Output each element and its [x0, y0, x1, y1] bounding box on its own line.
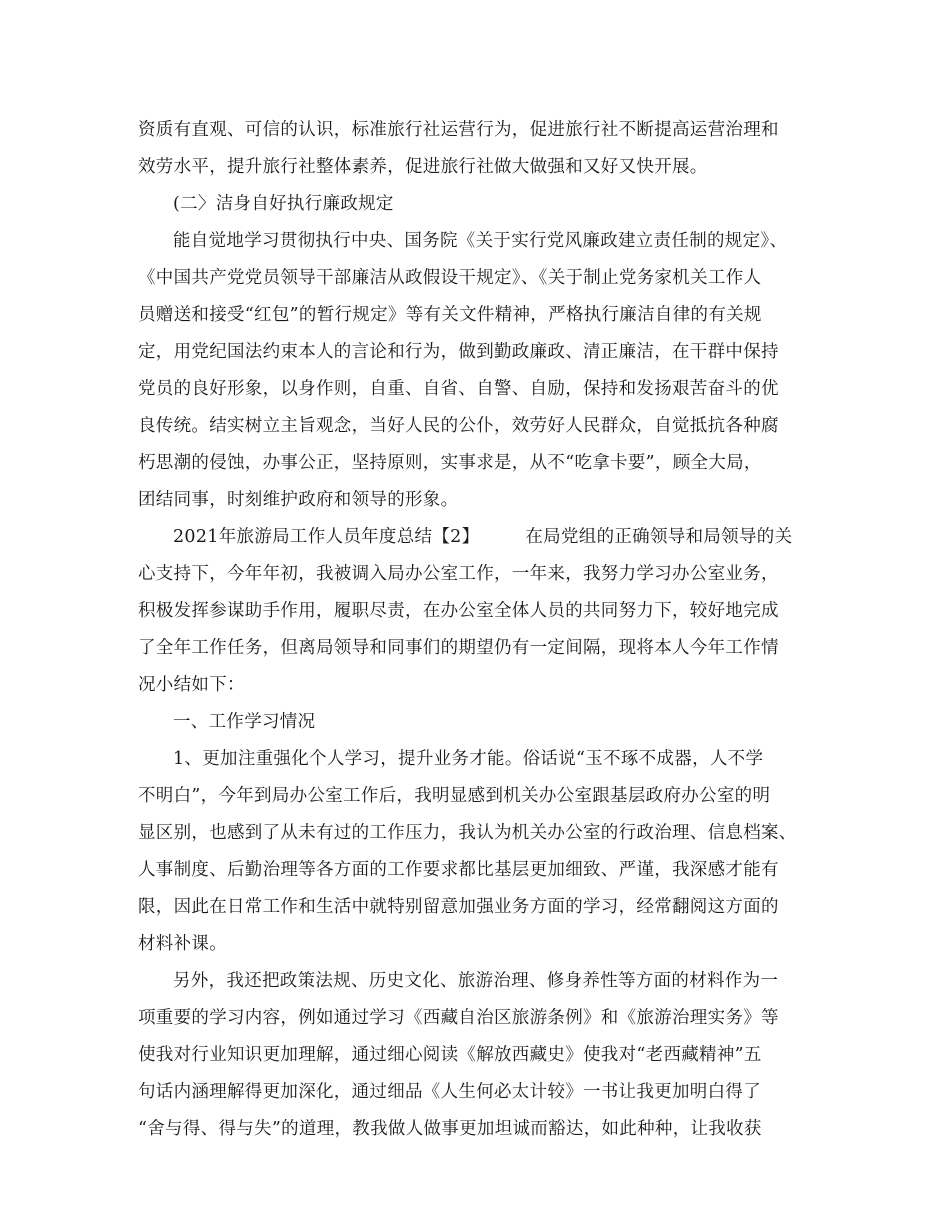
text-line-1: 资质有直观、可信的认识，标准旅行社运营行为，促进旅行社不断提高运营治理和 — [138, 120, 779, 140]
text-line-11: 团结同事，时刻维护政府和领导的形象。 — [138, 490, 459, 510]
text-line-8: 党员的良好形象，以身作则，自重、自省、自警、自励，保持和发扬艰苦奋斗的优 — [138, 379, 779, 399]
text-line-19: 不明白”，今年到局办公室工作后，我明显感到机关办公室跟基层政府办公室的明 — [138, 786, 771, 806]
text-line-20: 显区别，也感到了从未有过的工作压力，我认为机关办公室的行政治理、信息档案、 — [138, 823, 797, 843]
text-line-9: 良传统。结实树立主旨观念，当好人民的公仆，效劳好人民群众，自觉抵抗各种腐 — [138, 416, 779, 436]
document-body — [138, 112, 818, 1148]
text-line-10: 朽思潮的侵蚀，办事公正，坚持原则，实事求是，从不“吃拿卡要”，顾全大局， — [138, 453, 762, 473]
text-line-22: 限，因此在日常工作和生活中就特别留意加强业务方面的学习，经常翻阅这方面的 — [138, 897, 779, 917]
text-line-27: 句话内涵理解得更加深化，通过细品《人生何必太计较》一书让我更加明白得了 — [138, 1082, 761, 1102]
text-line-12-tail: 在局党组的正确领导和局领导的关 — [525, 527, 793, 547]
text-line-13: 心支持下，今年年初，我被调入局办公室工作，一年来，我努力学习办公室业务， — [138, 564, 779, 584]
text-line-7: 定，用党纪国法约束本人的言论和行为，做到勤政廉政、清正廉洁，在干群中保持 — [138, 342, 779, 362]
summary-title-line — [138, 519, 818, 556]
text-line-24: 另外，我还把政策法规、历史文化、旅游治理、修身养性等方面的材料作为一 — [173, 971, 779, 991]
text-line-16: 况小结如下： — [138, 675, 245, 695]
text-line-28: “舍与得、得与失”的道理，教我做人做事更加坦诚而豁达，如此种种，让我收获 — [138, 1119, 762, 1139]
text-line-5: 《中国共产党党员领导干部廉洁从政假设干规定》、《关于制止党务家机关工作人 — [138, 268, 762, 288]
text-line-23: 材料补课。 — [138, 934, 227, 954]
text-line-14: 积极发挥参谋助手作用，履职尽责，在办公室全体人员的共同努力下，较好地完成 — [138, 601, 779, 621]
text-line-15: 了全年工作任务，但离局领导和同事们的期望仍有一定间隔，现将本人今年工作情 — [138, 638, 779, 658]
text-line-4: 能自觉地学习贯彻执行中央、国务院《关于实行党风廉政建立责任制的规定》、 — [173, 231, 788, 251]
text-line-18: 1、更加注重强化个人学习，提升业务才能。俗话说“玉不琢不成器，人不学 — [173, 749, 764, 769]
text-line-2: 效劳水平，提升旅行社整体素养，促进旅行社做大做强和又好又快开展。 — [138, 157, 708, 177]
section-heading-work: 一、工作学习情况 — [173, 712, 316, 732]
text-line-26: 使我对行业知识更加理解，通过细心阅读《解放西藏史》使我对“老西藏精神”五 — [138, 1045, 762, 1065]
summary-title: 2021年旅游局工作人员年度总结【2】 — [173, 527, 480, 547]
text-line-6: 员赠送和接受“红包”的暂行规定》等有关文件精神，严格执行廉洁自律的有关规 — [138, 305, 762, 325]
text-line-25: 项重要的学习内容，例如通过学习《西藏自治区旅游条例》和《旅游治理实务》等 — [138, 1008, 779, 1028]
section-heading-2: (二〉洁身自好执行廉政规定 — [173, 194, 394, 214]
text-line-21: 人事制度、后勤治理等各方面的工作要求都比基层更加细致、严谨，我深感才能有 — [138, 860, 779, 880]
